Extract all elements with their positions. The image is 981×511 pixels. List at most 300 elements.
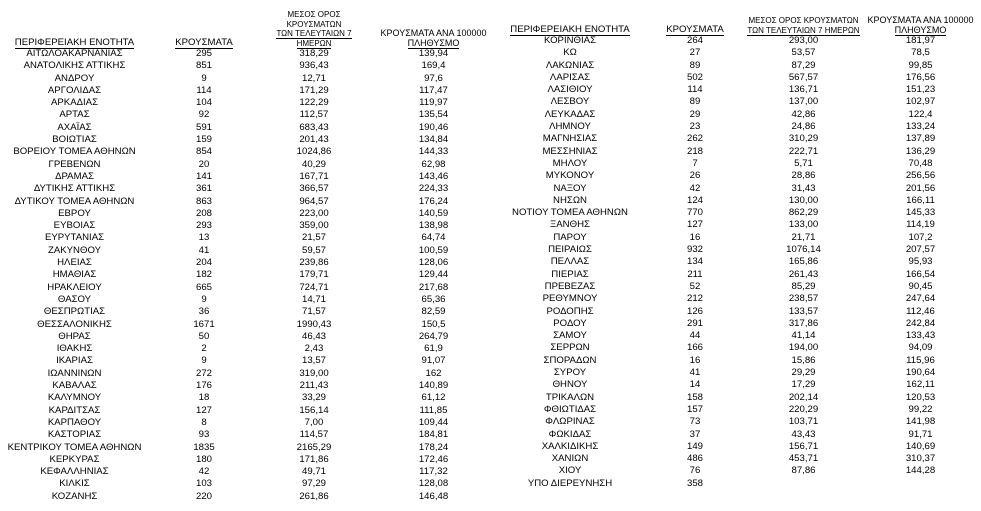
header-avg-7days: ΜΕΣΟΣ ΟΡΟΣ ΚΡΟΥΣΜΑΤΩΝ ΤΩΝ ΤΕΛΕΥΤΑΙΩΝ 7 ΗΜΕΡΩΝ xyxy=(747,16,860,35)
avg-7days-cell: 293,00 xyxy=(788,35,819,46)
table-row xyxy=(0,442,498,454)
table-row xyxy=(0,134,498,146)
table-row xyxy=(497,355,981,367)
region-cell: ΕΥΡΥΤΑΝΙΑΣ xyxy=(44,232,105,244)
table-header-row xyxy=(0,10,498,48)
per-100k-cell: 190,64 xyxy=(905,367,936,379)
table-row xyxy=(0,60,498,72)
table-row xyxy=(497,478,981,490)
region-cell: ΑΝΔΡΟΥ xyxy=(54,72,95,84)
table-row xyxy=(0,109,498,121)
avg-7days-cell: 136,71 xyxy=(788,84,819,96)
per-100k-cell: 100,59 xyxy=(418,244,449,256)
avg-7days-cell: 13,57 xyxy=(301,355,326,367)
per-100k-cell: 117,47 xyxy=(419,84,448,96)
cases-cell: 41 xyxy=(689,367,701,379)
table-row xyxy=(0,208,498,220)
per-100k-cell: 129,44 xyxy=(418,269,449,281)
table-row xyxy=(0,343,498,355)
region-cell: ΣΥΡΟΥ xyxy=(553,367,587,379)
cases-cell: 20 xyxy=(198,158,210,170)
cases-cell: 851 xyxy=(195,60,212,72)
region-cell: ΘΗΝΟΥ xyxy=(552,379,588,391)
avg-7days-cell: 2,43 xyxy=(304,343,324,355)
per-100k-cell: 99,22 xyxy=(908,403,933,415)
region-cell: ΚΕΦΑΛΛΗΝΙΑΣ xyxy=(40,466,109,478)
per-100k-cell: 135,54 xyxy=(418,109,449,121)
avg-7days-cell: 202,14 xyxy=(788,391,819,403)
cases-cell: 591 xyxy=(195,121,212,133)
cases-cell: 149 xyxy=(686,440,703,452)
table-row xyxy=(0,257,498,269)
per-100k-cell: 64,74 xyxy=(421,232,446,244)
per-100k-cell: 133,43 xyxy=(905,330,936,342)
cases-cell: 14 xyxy=(689,379,701,391)
cases-cell: 218 xyxy=(686,145,703,157)
table-row xyxy=(497,195,981,207)
avg-7days-cell: 24,86 xyxy=(791,121,816,133)
avg-7days-cell: 366,57 xyxy=(299,183,329,195)
region-cell: ΚΑΡΠΑΘΟΥ xyxy=(47,416,102,428)
per-100k-cell: 144,33 xyxy=(418,146,449,158)
region-cell: ΕΥΒΟΙΑΣ xyxy=(53,220,96,232)
cases-cell: 114 xyxy=(687,84,703,96)
per-100k-cell: 107,2 xyxy=(908,231,933,243)
region-cell: ΠΕΙΡΑΙΩΣ xyxy=(548,244,592,256)
per-100k-cell: 109,44 xyxy=(418,416,449,428)
avg-7days-cell: 59,57 xyxy=(301,244,326,256)
per-100k-cell: 95,93 xyxy=(908,256,933,268)
region-cell: ΚΙΛΚΙΣ xyxy=(59,478,90,490)
avg-7days-cell: 114,57 xyxy=(299,429,329,441)
avg-7days-cell: 165,86 xyxy=(788,256,819,268)
per-100k-cell: 99,85 xyxy=(908,59,933,71)
avg-7days-cell: 310,29 xyxy=(788,133,819,145)
avg-7days-cell: 49,71 xyxy=(301,466,326,478)
region-cell: ΓΡΕΒΕΝΩΝ xyxy=(48,158,101,170)
cases-cell: 486 xyxy=(686,453,703,465)
table-row xyxy=(497,404,981,416)
region-cell: ΚΟΡΙΝΘΙΑΣ xyxy=(543,35,597,46)
per-100k-cell: 136,29 xyxy=(905,145,936,157)
avg-7days-cell: 137,00 xyxy=(788,96,819,108)
avg-7days-cell: 1990,43 xyxy=(296,318,332,330)
per-100k-cell: 145,33 xyxy=(905,207,936,219)
cases-cell: 204 xyxy=(195,257,212,269)
avg-7days-cell: 87,86 xyxy=(791,465,816,477)
region-cell: ΑΡΓΟΛΙΔΑΣ xyxy=(47,84,102,96)
avg-7days-cell: 239,86 xyxy=(299,257,329,269)
avg-7days-cell: 112,57 xyxy=(299,109,329,121)
avg-7days-cell: 53,57 xyxy=(791,47,816,59)
avg-7days-cell: 133,00 xyxy=(788,219,819,231)
table-row xyxy=(0,97,498,109)
avg-7days-cell: 41,14 xyxy=(791,330,816,342)
per-100k-cell: 112,46 xyxy=(906,305,935,317)
avg-7days-cell: 453,71 xyxy=(788,453,819,465)
per-100k-cell: 140,69 xyxy=(905,440,936,452)
per-100k-cell: 207,57 xyxy=(905,244,936,256)
avg-7days-cell: 223,00 xyxy=(299,207,329,219)
per-100k-cell: 169,4 xyxy=(421,60,446,72)
cases-cell: 92 xyxy=(198,109,210,121)
region-cell: ΛΗΜΝΟΥ xyxy=(549,121,591,133)
per-100k-cell: 217,68 xyxy=(418,281,449,293)
cases-cell: 932 xyxy=(686,244,703,256)
table-row xyxy=(0,331,498,343)
avg-7days-cell: 71,57 xyxy=(301,306,326,318)
region-cell: ΛΑΣΙΘΙΟΥ xyxy=(547,84,593,96)
cases-cell: 295 xyxy=(195,48,212,59)
avg-7days-cell: 862,29 xyxy=(788,207,819,219)
region-cell: ΚΑΡΔΙΤΣΑΣ xyxy=(48,404,101,416)
region-cell: ΝΑΞΟΥ xyxy=(553,182,587,194)
table-row xyxy=(0,380,498,392)
per-100k-cell: 201,56 xyxy=(905,182,936,194)
avg-7days-cell: 683,43 xyxy=(299,121,329,133)
cases-cell: 293 xyxy=(195,220,212,232)
avg-7days-cell: 194,00 xyxy=(788,342,819,354)
per-100k-cell: 115,96 xyxy=(906,354,935,366)
region-cell: ΛΕΥΚΑΔΑΣ xyxy=(544,108,596,120)
cases-cell: 16 xyxy=(689,354,701,366)
region-cell: ΧΙΟΥ xyxy=(558,465,582,477)
table-row xyxy=(497,133,981,145)
region-cell: ΚΩ xyxy=(563,47,577,59)
table-row xyxy=(497,330,981,342)
region-cell: ΣΕΡΡΩΝ xyxy=(550,342,590,354)
table-row xyxy=(0,405,498,417)
cases-cell: 159 xyxy=(195,134,212,146)
cases-cell: 76 xyxy=(689,465,701,477)
per-100k-cell: 120,53 xyxy=(905,391,936,403)
avg-7days-cell: 103,71 xyxy=(788,416,819,428)
table-row xyxy=(0,159,498,171)
table-row xyxy=(0,392,498,404)
avg-7days-cell: 1076,14 xyxy=(786,244,821,256)
avg-7days-cell: 42,86 xyxy=(791,108,816,120)
cases-cell: 361 xyxy=(195,183,212,195)
cases-cell: 1671 xyxy=(193,318,215,330)
per-100k-cell: 178,24 xyxy=(418,441,449,453)
region-cell: ΘΕΣΠΡΩΤΙΑΣ xyxy=(43,306,106,318)
avg-7days-cell: 567,57 xyxy=(788,71,819,83)
per-100k-cell: 137,89 xyxy=(905,133,936,145)
avg-7days-cell: 171,86 xyxy=(299,453,329,465)
per-100k-cell xyxy=(860,478,981,490)
cases-cell: 42 xyxy=(198,466,210,478)
avg-7days-cell: 122,29 xyxy=(299,97,329,109)
cases-cell: 182 xyxy=(195,269,212,281)
region-cell: ΦΛΩΡΙΝΑΣ xyxy=(545,416,595,428)
cases-cell: 212 xyxy=(686,293,703,305)
avg-7days-cell: 7,00 xyxy=(304,416,324,428)
table-row xyxy=(0,294,498,306)
region-cell: ΙΚΑΡΙΑΣ xyxy=(56,355,93,367)
region-cell: ΜΕΣΣΗΝΙΑΣ xyxy=(542,145,598,157)
cases-cell: 141 xyxy=(195,170,212,182)
table-row xyxy=(497,170,981,182)
avg-7days-cell: 167,71 xyxy=(299,170,329,182)
region-cell: ΙΩΑΝΝΙΝΩΝ xyxy=(47,367,102,379)
region-cell: ΑΙΤΩΛΟΑΚΑΡΝΑΝΙΑΣ xyxy=(26,48,123,59)
per-100k-cell: 242,84 xyxy=(905,317,936,329)
table-row xyxy=(497,392,981,404)
per-100k-cell: 70,48 xyxy=(908,157,933,169)
per-100k-cell: 139,94 xyxy=(418,48,449,59)
per-100k-cell: 114,19 xyxy=(906,219,935,231)
table-row xyxy=(0,466,498,478)
cases-cell: 73 xyxy=(689,416,701,428)
region-cell: ΣΠΟΡΑΔΩΝ xyxy=(543,354,597,366)
avg-7days-cell: 201,43 xyxy=(299,134,329,146)
per-100k-cell: 181,97 xyxy=(905,35,936,46)
avg-7days-cell: 15,86 xyxy=(791,354,816,366)
cases-cell: 2 xyxy=(201,343,207,355)
table-row xyxy=(0,232,498,244)
table-row xyxy=(497,453,981,465)
table-row xyxy=(497,367,981,379)
per-100k-cell: 138,98 xyxy=(418,220,449,232)
per-100k-cell: 150,5 xyxy=(421,318,446,330)
header-region: ΠΕΡΙΦΕΡΕΙΑΚΗ ΕΝΟΤΗΤΑ xyxy=(14,37,135,48)
avg-7days-cell: 318,29 xyxy=(299,48,329,59)
avg-7days-cell: 28,86 xyxy=(791,170,816,182)
per-100k-cell: 166,11 xyxy=(906,194,935,206)
per-100k-cell: 133,24 xyxy=(905,121,936,133)
avg-7days-cell: 220,29 xyxy=(788,403,819,415)
cases-cell: 89 xyxy=(689,96,701,108)
table-header-row xyxy=(497,10,981,35)
per-100k-cell: 94,09 xyxy=(908,342,933,354)
table-row xyxy=(497,416,981,428)
cases-cell: 29 xyxy=(689,108,701,120)
region-cell: ΚΑΒΑΛΑΣ xyxy=(52,380,97,392)
per-100k-cell: 184,81 xyxy=(418,429,449,441)
avg-7days-cell: 12,71 xyxy=(301,72,326,84)
region-cell: ΚΑΣΤΟΡΙΑΣ xyxy=(47,429,102,441)
cases-cell: 18 xyxy=(198,392,210,404)
per-100k-cell: 91,71 xyxy=(908,428,933,440)
cases-cell: 208 xyxy=(195,207,212,219)
avg-7days-cell: 724,71 xyxy=(299,281,329,293)
cases-cell: 9 xyxy=(201,72,207,84)
per-100k-cell: 166,54 xyxy=(905,268,936,280)
cases-cell: 166 xyxy=(686,342,703,354)
avg-7days-cell: 21,71 xyxy=(791,231,816,243)
per-100k-cell: 128,08 xyxy=(418,478,449,490)
cases-cell: 180 xyxy=(195,453,212,465)
avg-7days-cell: 317,86 xyxy=(788,317,819,329)
per-100k-cell: 141,98 xyxy=(905,416,936,428)
region-cell: ΖΑΚΥΝΘΟΥ xyxy=(48,244,101,256)
table-row xyxy=(497,244,981,256)
region-cell: ΜΥΚΟΝΟΥ xyxy=(545,170,595,182)
avg-7days-cell: 222,71 xyxy=(788,145,819,157)
per-100k-cell: 146,48 xyxy=(418,490,449,502)
table-row xyxy=(497,96,981,108)
per-100k-cell: 111,85 xyxy=(419,404,448,416)
table-row xyxy=(0,306,498,318)
table-row xyxy=(0,220,498,232)
per-100k-cell: 190,46 xyxy=(418,121,449,133)
region-cell: ΦΘΙΩΤΙΔΑΣ xyxy=(543,403,597,415)
cases-cell: 176 xyxy=(195,380,212,392)
avg-7days-cell: 261,86 xyxy=(299,490,329,502)
region-cell: ΗΛΕΙΑΣ xyxy=(57,257,92,269)
region-cell: ΥΠΟ ΔΙΕΡΕΥΝΗΣΗ xyxy=(527,477,613,489)
cases-cell: 9 xyxy=(201,355,207,367)
table-row xyxy=(497,109,981,121)
cases-cell: 9 xyxy=(201,293,207,305)
region-cell: ΔΥΤΙΚΗΣ ΑΤΤΙΚΗΣ xyxy=(33,183,116,195)
region-cell: ΞΑΝΘΗΣ xyxy=(550,219,590,231)
per-100k-cell: 176,56 xyxy=(905,71,936,83)
cases-cell: 358 xyxy=(686,477,703,489)
cases-table-right xyxy=(497,10,981,490)
avg-7days-cell: 29,29 xyxy=(791,367,816,379)
cases-cell: 104 xyxy=(195,97,212,109)
avg-7days-cell: 130,00 xyxy=(788,194,819,206)
region-cell: ΣΑΜΟΥ xyxy=(553,330,587,342)
table-row xyxy=(497,121,981,133)
per-100k-cell: 162,11 xyxy=(906,379,935,391)
avg-7days-cell: 211,43 xyxy=(299,380,329,392)
cases-cell: 44 xyxy=(689,330,701,342)
cases-cell: 93 xyxy=(198,429,210,441)
avg-7days-cell: 179,71 xyxy=(299,269,329,281)
region-cell: ΛΑΡΙΣΑΣ xyxy=(549,71,591,83)
per-100k-cell: 176,24 xyxy=(418,195,449,207)
table-row xyxy=(497,342,981,354)
avg-7days-cell: 87,29 xyxy=(791,59,816,71)
table-row xyxy=(497,158,981,170)
cases-cell: 1835 xyxy=(193,441,215,453)
cases-cell: 124 xyxy=(686,194,703,206)
region-cell: ΑΡΚΑΔΙΑΣ xyxy=(51,97,98,109)
per-100k-cell: 91,07 xyxy=(421,355,446,367)
region-cell: ΜΑΓΝΗΣΙΑΣ xyxy=(542,133,598,145)
region-cell: ΚΟΖΑΝΗΣ xyxy=(51,490,98,502)
table-row xyxy=(497,84,981,96)
cases-cell: 126 xyxy=(686,305,703,317)
per-100k-cell: 65,36 xyxy=(421,293,446,305)
avg-7days-cell: 156,71 xyxy=(788,440,819,452)
region-cell: ΠΡΕΒΕΖΑΣ xyxy=(544,280,596,292)
cases-cell: 52 xyxy=(689,280,701,292)
table-row xyxy=(497,207,981,219)
cases-cell: 41 xyxy=(198,244,210,256)
per-100k-cell: 264,79 xyxy=(418,330,449,342)
avg-7days-cell: 14,71 xyxy=(301,293,326,305)
header-cases: ΚΡΟΥΣΜΑΤΑ xyxy=(175,37,233,48)
region-cell: ΝΗΣΩΝ xyxy=(553,194,587,206)
cases-cell: 127 xyxy=(195,404,212,416)
table-row xyxy=(497,219,981,231)
region-cell: ΝΟΤΙΟΥ ΤΟΜΕΑ ΑΘΗΝΩΝ xyxy=(512,207,628,219)
cases-cell: 89 xyxy=(689,59,701,71)
cases-cell: 211 xyxy=(687,268,703,280)
avg-7days-cell: 85,29 xyxy=(791,280,816,292)
table-row xyxy=(0,269,498,281)
header-avg-7days: ΜΕΣΟΣ ΟΡΟΣ ΚΡΟΥΣΜΑΤΩΝ ΤΩΝ ΤΕΛΕΥΤΑΙΩΝ 7 ΗΜΕΡΩΝ xyxy=(276,10,352,48)
cases-cell: 291 xyxy=(686,317,703,329)
table-row xyxy=(0,282,498,294)
per-100k-cell: 224,33 xyxy=(418,183,449,195)
region-cell: ΕΒΡΟΥ xyxy=(58,207,91,219)
region-cell: ΡΟΔΟΠΗΣ xyxy=(546,305,594,317)
per-100k-cell: 119,97 xyxy=(419,97,448,109)
cases-cell: 13 xyxy=(198,232,210,244)
table-row xyxy=(497,318,981,330)
avg-7days-cell: 31,43 xyxy=(791,182,816,194)
per-100k-cell: 102,97 xyxy=(905,96,936,108)
per-100k-cell: 172,46 xyxy=(418,453,449,465)
cases-cell: 854 xyxy=(195,146,212,158)
header-per-100k: ΚΡΟΥΣΜΑΤΑ ΑΝΑ 100000 ΠΛΗΘΥΣΜΟ xyxy=(380,28,487,48)
region-cell: ΑΡΤΑΣ xyxy=(59,109,90,121)
table-row xyxy=(497,146,981,158)
table-row xyxy=(0,417,498,429)
region-cell: ΑΝΑΤΟΛΙΚΗΣ ΑΤΤΙΚΗΣ xyxy=(23,60,126,72)
per-100k-cell: 117,32 xyxy=(419,466,448,478)
cases-cell: 262 xyxy=(686,133,703,145)
region-cell: ΗΡΑΚΛΕΙΟΥ xyxy=(47,281,102,293)
avg-7days-cell: 40,29 xyxy=(301,158,326,170)
avg-7days-cell: 319,00 xyxy=(299,367,329,379)
per-100k-cell: 256,56 xyxy=(905,170,936,182)
table-row xyxy=(0,122,498,134)
per-100k-cell: 247,64 xyxy=(905,293,936,305)
region-cell: ΜΗΛΟΥ xyxy=(552,157,588,169)
header-region: ΠΕΡΙΦΕΡΕΙΑΚΗ ΕΝΟΤΗΤΑ xyxy=(510,24,630,35)
table-row xyxy=(497,183,981,195)
table-row xyxy=(0,368,498,380)
region-cell: ΘΗΡΑΣ xyxy=(58,330,91,342)
per-100k-cell: 310,37 xyxy=(905,453,936,465)
cases-cell: 23 xyxy=(689,121,701,133)
cases-cell: 8 xyxy=(201,416,207,428)
avg-7days-cell: 359,00 xyxy=(299,220,329,232)
per-100k-cell: 143,46 xyxy=(418,170,449,182)
per-100k-cell: 122,4 xyxy=(908,108,933,120)
cases-cell: 158 xyxy=(686,391,703,403)
header-per-100k: ΚΡΟΥΣΜΑΤΑ ΑΝΑ 100000 ΠΛΗΘΥΣΜΟ xyxy=(867,15,974,35)
per-100k-cell: 134,84 xyxy=(418,134,449,146)
region-cell: ΠΕΛΛΑΣ xyxy=(550,256,590,268)
table-row xyxy=(497,256,981,268)
table-row xyxy=(0,196,498,208)
per-100k-cell: 62,98 xyxy=(421,158,446,170)
cases-cell: 50 xyxy=(198,330,210,342)
table-row xyxy=(0,171,498,183)
cases-cell: 157 xyxy=(686,403,703,415)
region-cell: ΒΟΙΩΤΙΑΣ xyxy=(52,134,97,146)
table-row xyxy=(0,48,498,60)
per-100k-cell: 140,59 xyxy=(418,207,449,219)
region-cell: ΙΘΑΚΗΣ xyxy=(56,343,93,355)
region-cell: ΧΑΛΚΙΔΙΚΗΣ xyxy=(541,440,599,452)
per-100k-cell: 61,12 xyxy=(421,392,446,404)
cases-cell: 770 xyxy=(686,207,703,219)
table-row xyxy=(0,245,498,257)
table-body-right xyxy=(497,35,981,490)
table-row xyxy=(0,85,498,97)
per-100k-cell: 140,89 xyxy=(418,380,449,392)
table-row xyxy=(497,281,981,293)
cases-cell: 127 xyxy=(686,219,703,231)
table-row xyxy=(497,60,981,72)
